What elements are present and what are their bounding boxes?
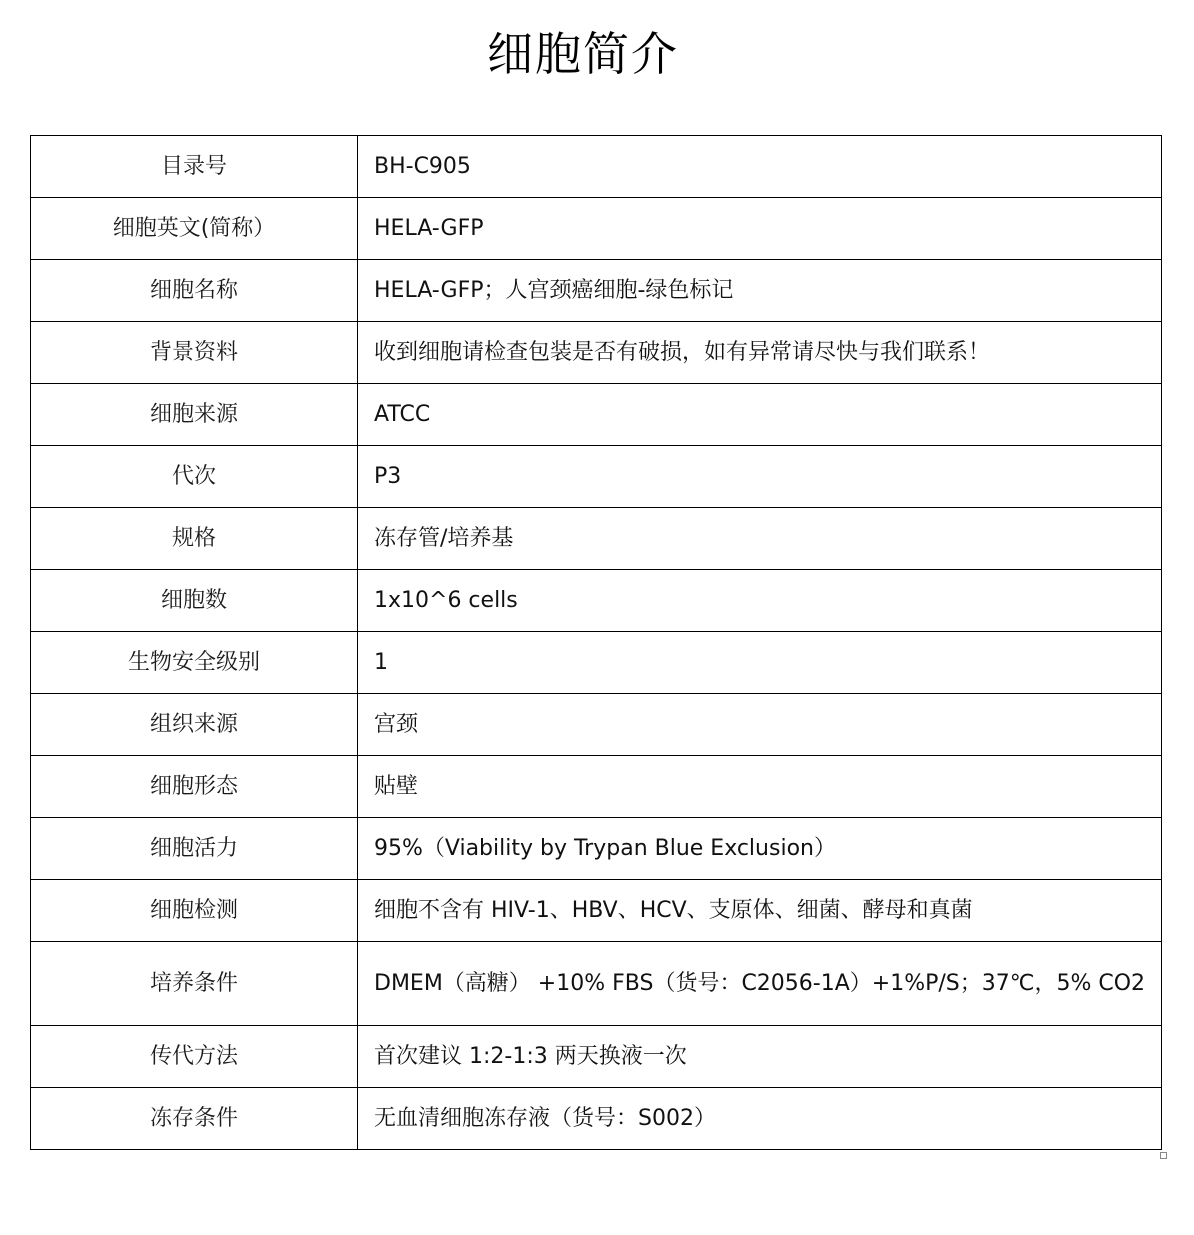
page-title: 细胞简介 — [487, 27, 679, 81]
table-row-specification — [31, 508, 1162, 570]
row-value: DMEM（高糖） +10% FBS（货号：C2056-1A）+1%P/S；37℃，5% CO2 — [358, 942, 1162, 1026]
table-resize-handle[interactable] — [1160, 1152, 1167, 1159]
row-value: BH-C905 — [358, 136, 1162, 198]
table-row-english-name — [31, 198, 1162, 260]
row-value: HELA-GFP；人宫颈癌细胞-绿色标记 — [358, 260, 1162, 322]
row-value: 无血清细胞冻存液（货号：S002） — [358, 1088, 1162, 1150]
table-row-biosafety-level — [31, 632, 1162, 694]
row-value: 细胞不含有 HIV-1、HBV、HCV、支原体、细菌、酵母和真菌 — [358, 880, 1162, 942]
table-row-background — [31, 322, 1162, 384]
row-value: 冻存管/培养基 — [358, 508, 1162, 570]
row-label: 目录号 — [31, 136, 358, 198]
row-label: 培养条件 — [31, 942, 358, 1026]
row-value: ATCC — [358, 384, 1162, 446]
row-label: 细胞数 — [31, 570, 358, 632]
row-label: 代次 — [31, 446, 358, 508]
row-value: 宫颈 — [358, 694, 1162, 756]
table-row-passage — [31, 446, 1162, 508]
row-value: 1 — [358, 632, 1162, 694]
table-row-subculture-method — [31, 1026, 1162, 1088]
row-label: 冻存条件 — [31, 1088, 358, 1150]
row-label: 规格 — [31, 508, 358, 570]
table-row-cell-count — [31, 570, 1162, 632]
row-value: 贴壁 — [358, 756, 1162, 818]
row-label: 细胞名称 — [31, 260, 358, 322]
row-label: 细胞形态 — [31, 756, 358, 818]
row-label: 细胞检测 — [31, 880, 358, 942]
row-value: 1x10^6 cells — [358, 570, 1162, 632]
row-label: 背景资料 — [31, 322, 358, 384]
table-row-testing — [31, 880, 1162, 942]
row-label: 细胞来源 — [31, 384, 358, 446]
table-row-catalog-number — [31, 136, 1162, 198]
table-row-morphology — [31, 756, 1162, 818]
table-row-cell-name — [31, 260, 1162, 322]
table-row-cryopreservation — [31, 1088, 1162, 1150]
row-value: 95%（Viability by Trypan Blue Exclusion） — [358, 818, 1162, 880]
table-row-viability — [31, 818, 1162, 880]
row-label: 细胞活力 — [31, 818, 358, 880]
row-value: 首次建议 1:2-1:3 两天换液一次 — [358, 1026, 1162, 1088]
row-label: 组织来源 — [31, 694, 358, 756]
row-value: HELA-GFP — [358, 198, 1162, 260]
table-row-source — [31, 384, 1162, 446]
row-label: 细胞英文(简称） — [31, 198, 358, 260]
table-row-culture-conditions — [31, 942, 1162, 1026]
row-label: 生物安全级别 — [31, 632, 358, 694]
row-label: 传代方法 — [31, 1026, 358, 1088]
table-row-tissue-source — [31, 694, 1162, 756]
cell-info-table — [30, 135, 1162, 1150]
row-value: 收到细胞请检查包装是否有破损，如有异常请尽快与我们联系！ — [358, 322, 1162, 384]
row-value: P3 — [358, 446, 1162, 508]
